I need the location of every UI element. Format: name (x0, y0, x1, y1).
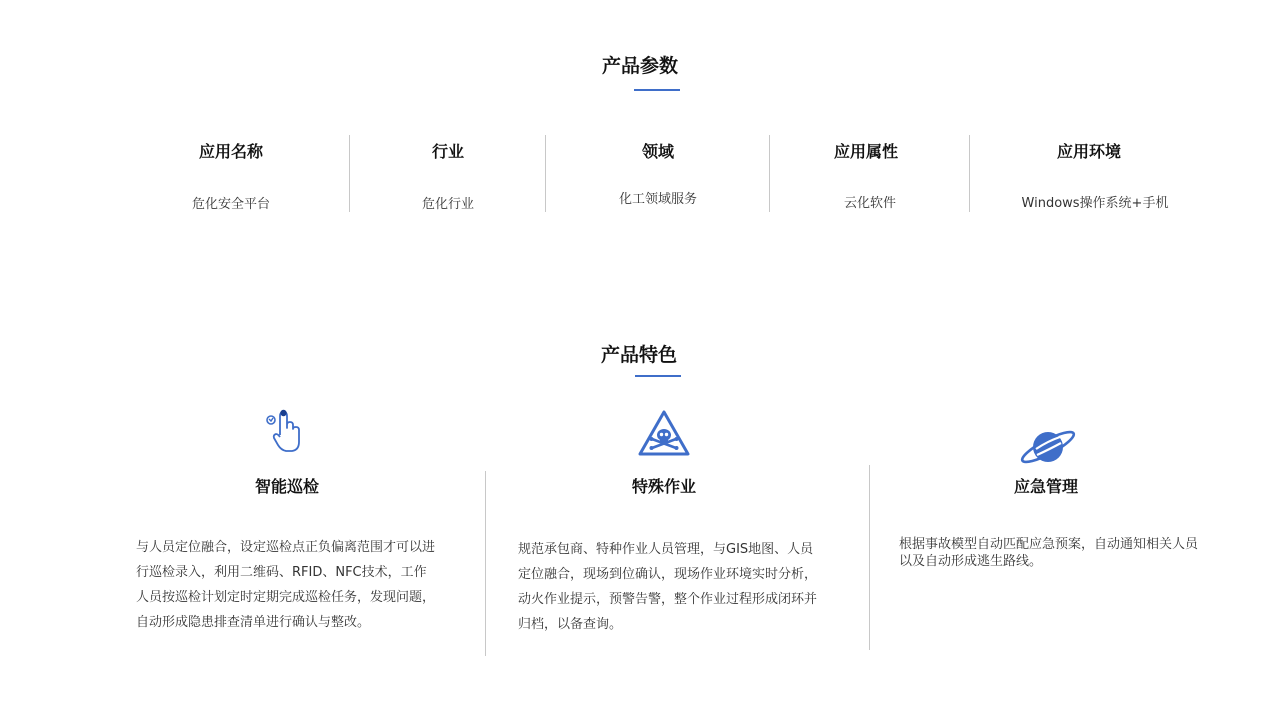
param-value: Windows操作系统+手机 (1021, 196, 1169, 211)
hazard-skull-icon (637, 409, 691, 457)
feature-desc-line: 规范承包商、特种作业人员管理，与GIS地图、人员 (518, 542, 814, 557)
param-label: 领域 (641, 142, 674, 161)
feature-title: 应急管理 (1013, 477, 1078, 496)
param-label: 应用环境 (1056, 142, 1121, 161)
touch-hand-icon (264, 408, 304, 454)
feature-description (518, 537, 858, 637)
feature-desc-line: 行巡检录入，利用二维码、RFID、NFC技术，工作 (136, 565, 427, 580)
planet-icon (1018, 427, 1078, 467)
features-title-underline (635, 375, 681, 377)
param-app-attribute (770, 135, 970, 213)
params-title-underline (634, 89, 680, 91)
feature-desc-line: 以及自动形成逃生路线。 (899, 554, 1043, 569)
feature-desc-line: 自动形成隐患排查清单进行确认与整改。 (136, 615, 371, 630)
feature-desc-line: 与人员定位融合，设定巡检点正负偏离范围才可以进 (136, 540, 436, 555)
param-label: 应用名称 (198, 142, 263, 161)
feature-desc-line: 归档，以备查询。 (518, 617, 623, 632)
param-value: 危化行业 (421, 197, 474, 212)
feature-divider (485, 471, 486, 656)
param-label: 应用属性 (833, 142, 898, 161)
param-value: 危化安全平台 (191, 197, 270, 212)
param-value: 云化软件 (843, 196, 896, 211)
params-section-title: 产品参数 (601, 55, 678, 77)
feature-description (899, 536, 1239, 570)
feature-title: 特殊作业 (631, 477, 696, 496)
param-industry (350, 135, 546, 213)
feature-desc-line: 定位融合，现场到位确认，现场作业环境实时分析， (518, 567, 818, 582)
feature-title: 智能巡检 (254, 477, 319, 496)
param-app-name (130, 135, 332, 213)
feature-description (136, 535, 476, 635)
param-app-environment (970, 135, 1220, 213)
param-domain (546, 135, 770, 213)
feature-desc-line: 人员按巡检计划定时定期完成巡检任务，发现问题， (136, 590, 436, 605)
features-section-title: 产品特色 (600, 344, 677, 366)
param-value: 化工领域服务 (618, 192, 697, 207)
feature-desc-line: 根据事故模型自动匹配应急预案，自动通知相关人员 (899, 537, 1199, 552)
feature-desc-line: 动火作业提示，预警告警，整个作业过程形成闭环并 (518, 592, 818, 607)
param-label: 行业 (431, 142, 464, 161)
feature-divider (869, 465, 870, 650)
